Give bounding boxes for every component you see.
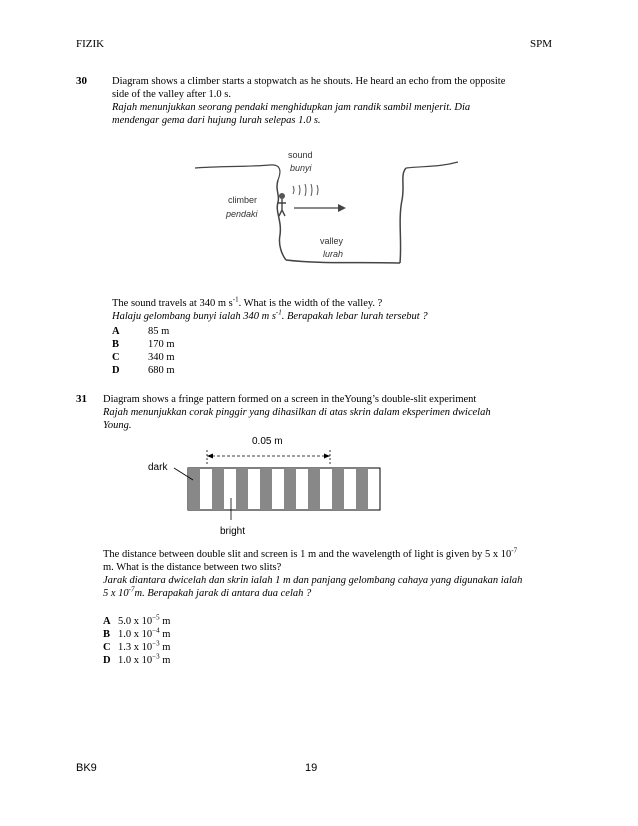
option-base: 5.0 x 10	[118, 616, 153, 627]
option-base: 1.3 x 10	[118, 642, 153, 653]
q31-text-ms-1: Rajah menunjukkan corak pinggir yang dihasilkan di atas skrin dalam eksperimen dwicelah	[103, 407, 491, 418]
q31-stem-ms-2b: m. Berapakah jarak di antara dua celah ?	[134, 588, 312, 599]
option-exp: −5	[152, 613, 160, 622]
q30-option-c[interactable]	[112, 352, 312, 365]
climber-figure	[278, 193, 286, 216]
q31-stem-en-1sup: -7	[511, 546, 518, 555]
dark-fringe	[284, 468, 296, 510]
dark-fringe	[236, 468, 248, 510]
label-valley: valley	[320, 236, 344, 246]
question-number-31: 31	[76, 393, 87, 405]
dark-fringe	[260, 468, 272, 510]
label-width: 0.05 m	[252, 436, 283, 447]
q30-option-d[interactable]	[112, 365, 312, 378]
label-sound: sound	[288, 150, 313, 160]
option-exp: −3	[152, 652, 160, 661]
option-letter: B	[103, 629, 111, 640]
option-letter: A	[103, 616, 111, 627]
valley-diagram	[190, 140, 460, 270]
left-cliff-top	[195, 165, 280, 180]
option-value: 170 m	[148, 339, 175, 350]
q31-stem-ms-2sup: -7	[128, 585, 135, 594]
option-letter: C	[103, 642, 111, 653]
left-cliff-wall	[277, 180, 286, 260]
q31-option-c[interactable]	[103, 639, 303, 655]
fringe-diagram	[140, 430, 390, 542]
q31-option-d[interactable]	[103, 652, 303, 668]
sound-waves	[293, 184, 318, 196]
q30-stem	[112, 297, 582, 323]
q30-stem-ms-sup: -1	[275, 308, 282, 317]
page-number: 19	[305, 762, 318, 774]
dark-fringe	[332, 468, 344, 510]
q30-option-b[interactable]	[112, 339, 312, 352]
q31-option-b[interactable]	[103, 626, 303, 642]
q30-stem-ms-b: . Berapakah lebar lurah tersebut ?	[281, 311, 428, 322]
q31-stem-ms-2	[103, 587, 583, 600]
right-cliff-wall	[400, 168, 406, 263]
q31-options	[103, 613, 303, 668]
option-unit: m	[159, 616, 171, 627]
option-letter: C	[112, 352, 120, 363]
dimension-arrow-left	[207, 454, 213, 459]
header-subject: FIZIK	[76, 38, 105, 50]
q30-text-en-2: side of the valley after 1.0 s.	[112, 89, 231, 100]
dimension-arrow-right	[324, 454, 330, 459]
label-dark: dark	[148, 462, 168, 473]
q31-stem-en-1a: The distance between double slit and screen is 1 m and the wavelength of light is given by 5 x 10	[103, 549, 512, 560]
option-exp: −4	[152, 626, 160, 635]
option-unit: m	[159, 655, 171, 666]
option-unit: m	[159, 642, 171, 653]
label-pendaki: pendaki	[226, 209, 258, 219]
q31-option-a[interactable]	[103, 613, 303, 629]
label-climber: climber	[228, 195, 258, 205]
q30-question-text	[112, 75, 582, 127]
right-cliff-top	[406, 162, 458, 168]
q30-stem-ms	[112, 310, 582, 323]
q30-stem-en-sup: -1	[232, 295, 239, 304]
q30-options	[112, 326, 312, 378]
q30-option-a[interactable]	[112, 326, 312, 339]
q31-stem-en-2: m. What is the distance between two slits?	[103, 562, 282, 573]
q30-stem-en-a: The sound travels at 340 m s	[112, 298, 233, 309]
q30-stem-en	[112, 297, 582, 310]
header-exam: SPM	[530, 38, 553, 50]
footer-code: BK9	[76, 762, 97, 774]
dark-fringe	[188, 468, 200, 510]
q31-stem-ms-2a: 5 x 10	[103, 588, 129, 599]
option-base: 1.0 x 10	[118, 629, 153, 640]
option-base: 1.0 x 10	[118, 655, 153, 666]
q31-text-ms-2: Young.	[103, 420, 132, 431]
label-bright: bright	[220, 526, 246, 537]
option-unit: m	[159, 629, 171, 640]
option-letter: B	[112, 339, 120, 350]
q30-text-ms-2: mendengar gema dari hujung lurah selepas 1.0 s.	[112, 115, 321, 126]
dark-fringe	[308, 468, 320, 510]
option-value: 680 m	[148, 365, 175, 376]
label-lurah: lurah	[323, 249, 344, 259]
option-letter: D	[103, 655, 111, 666]
q31-stem-en-1	[103, 548, 583, 561]
q30-text-en-1: Diagram shows a climber starts a stopwatch as he shouts. He heard an echo from the opposite	[112, 76, 506, 87]
q30-stem-ms-a: Halaju gelombang bunyi ialah 340 m s	[112, 311, 276, 322]
dark-fringe	[212, 468, 224, 510]
q30-stem-en-b: . What is the width of the valley. ?	[238, 298, 383, 309]
sound-arrow	[294, 204, 346, 212]
dark-fringe	[356, 468, 368, 510]
option-value: 85 m	[148, 326, 170, 337]
q31-text-en: Diagram shows a fringe pattern formed on a screen in theYoung’s double-slit experiment	[103, 394, 477, 405]
option-letter: A	[112, 326, 120, 337]
question-number-30: 30	[76, 75, 87, 87]
q31-question-text	[103, 393, 583, 432]
q30-text-ms-1: Rajah menunjukkan seorang pendaki menghidupkan jam randik sambil menjerit. Dia	[112, 102, 471, 113]
q31-stem-ms-1: Jarak diantara dwicelah dan skrin ialah 1 m dan panjang gelombang cahaya yang digunakan ialah	[103, 575, 523, 586]
option-letter: D	[112, 365, 120, 376]
label-bunyi: bunyi	[290, 163, 312, 173]
valley-floor	[286, 260, 400, 263]
option-value: 340 m	[148, 352, 175, 363]
q31-stem	[103, 548, 583, 600]
option-exp: −3	[152, 639, 160, 648]
